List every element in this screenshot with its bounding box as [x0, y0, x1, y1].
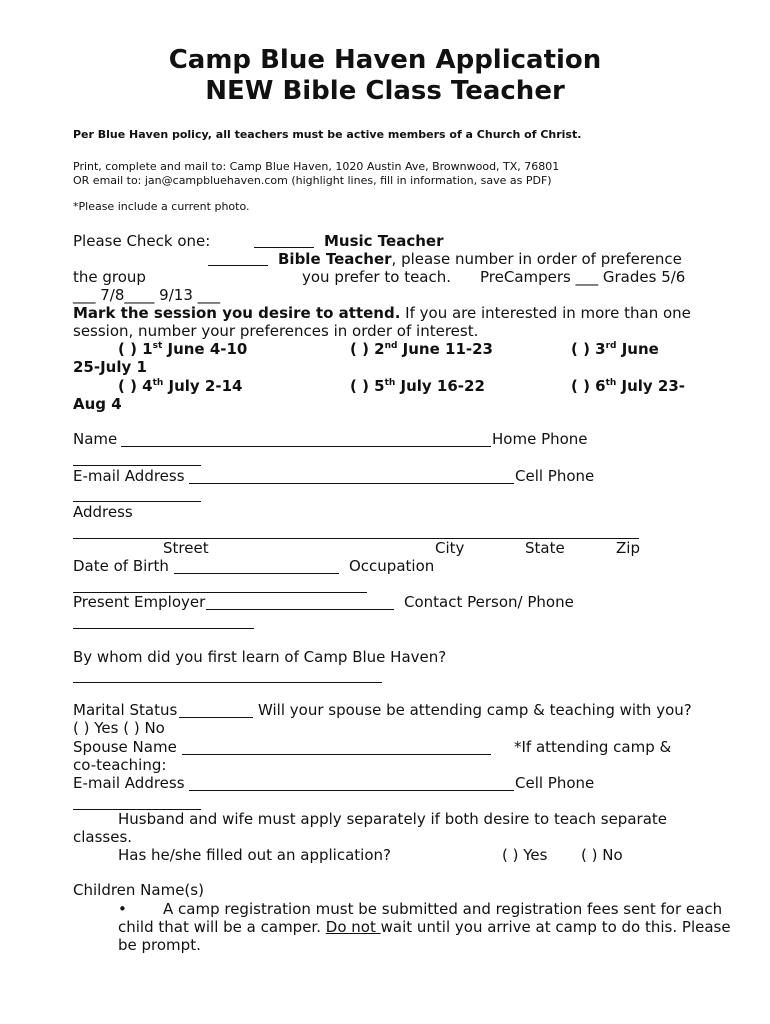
prefer-label: you prefer to teach.: [302, 268, 452, 286]
registration-note-line-3: be prompt.: [118, 936, 201, 954]
registration-note-line-2: [118, 918, 731, 936]
session-instructions: session, number your preferences in order of interest.: [73, 322, 479, 340]
children-label: Children Name(s): [73, 881, 204, 899]
contact-field[interactable]: [73, 614, 254, 629]
session-2-dates: June 11-23: [397, 340, 493, 358]
spouse-name-label: Spouse Name: [73, 738, 177, 756]
city-label: City: [435, 539, 465, 557]
address-label: Address: [73, 503, 133, 521]
session-2-prefix: ( ) 2: [350, 340, 385, 358]
occupation-label: Occupation: [349, 557, 435, 575]
session-2-sup: nd: [384, 341, 398, 351]
session-5-option[interactable]: [350, 377, 485, 395]
email-label: E-mail Address: [73, 467, 185, 485]
spouse-email-field[interactable]: [189, 776, 514, 791]
grades-options: ___ 7/8____ 9/13 ___: [73, 286, 221, 304]
session-6-sup: th: [605, 378, 617, 388]
marital-label: Marital Status: [73, 701, 178, 719]
spouse-attending-options[interactable]: ( ) Yes ( ) No: [73, 719, 165, 737]
email-instructions: OR email to: jan@campbluehaven.com (highlight lines, fill in information, save as PDF): [73, 174, 552, 187]
bible-teacher-label: Bible Teacher: [278, 250, 392, 268]
husband-wife-note: Husband and wife must apply separately if both desire to teach separate: [118, 810, 667, 828]
employer-label: Present Employer: [73, 593, 206, 611]
learn-label: By whom did you first learn of Camp Blue Haven?: [73, 648, 447, 666]
employer-field[interactable]: [206, 595, 394, 610]
session-5-sup: th: [384, 378, 396, 388]
registration-note-line-1: A camp registration must be submitted and registration fees sent for each: [163, 900, 723, 918]
session-5-dates: July 16-22: [395, 377, 485, 395]
spouse-attending-question: Will your spouse be attending camp & teaching with you?: [258, 701, 692, 719]
session-5-prefix: ( ) 5: [350, 377, 385, 395]
session-3-prefix: ( ) 3: [571, 340, 606, 358]
cell-phone-field[interactable]: [73, 487, 201, 502]
session-heading-rest: If you are interested in more than one: [400, 304, 691, 322]
music-teacher-label: Music Teacher: [324, 232, 444, 250]
session-2-option[interactable]: [350, 340, 493, 358]
occupation-field[interactable]: [73, 578, 367, 593]
session-1-option[interactable]: [118, 340, 247, 358]
session-6-continued: Aug 4: [73, 395, 122, 413]
spouse-email-label: E-mail Address: [73, 774, 185, 792]
name-field[interactable]: [121, 432, 491, 447]
the-group-label: the group: [73, 268, 146, 286]
learn-field[interactable]: [73, 668, 382, 683]
street-label: Street: [163, 539, 209, 557]
session-4-option[interactable]: [118, 377, 242, 395]
bullet: •: [118, 900, 127, 918]
policy-note: Per Blue Haven policy, all teachers must be active members of a Church of Christ.: [73, 128, 582, 141]
title-line-2: NEW Bible Class Teacher: [205, 76, 565, 106]
registration-note-part-b: wait until you arrive at camp to do this. Please: [380, 918, 731, 936]
home-phone-field[interactable]: [73, 451, 201, 466]
session-3-continued: 25-July 1: [73, 358, 147, 376]
spouse-name-field[interactable]: [182, 740, 491, 755]
spouse-cell-label: Cell Phone: [515, 774, 595, 792]
registration-note-part-a: child that will be a camper.: [118, 918, 326, 936]
name-label: Name: [73, 430, 118, 448]
dob-field[interactable]: [174, 559, 339, 574]
session-6-dates: July 23-: [616, 377, 686, 395]
check-one-label: Please Check one:: [73, 232, 211, 250]
bible-teacher-note: , please number in order of preference: [391, 250, 682, 268]
session-heading: [73, 304, 691, 322]
classes-note: classes.: [73, 828, 133, 846]
filled-out-question: Has he/she filled out an application?: [118, 846, 391, 864]
music-teacher-blank[interactable]: [254, 233, 314, 248]
if-attending-note: *If attending camp &: [514, 738, 672, 756]
session-3-dates: June: [616, 340, 659, 358]
zip-label: Zip: [616, 539, 640, 557]
address-field[interactable]: [73, 524, 639, 539]
photo-note: *Please include a current photo.: [73, 200, 250, 213]
session-6-option[interactable]: [571, 377, 685, 395]
spouse-cell-field[interactable]: [73, 795, 201, 810]
precampers-option: PreCampers ___ Grades 5/6: [480, 268, 686, 286]
coteaching-label: co-teaching:: [73, 756, 167, 774]
home-phone-label: Home Phone: [492, 430, 588, 448]
filled-out-yes[interactable]: ( ) Yes: [502, 846, 548, 864]
session-3-sup: rd: [605, 341, 617, 351]
session-heading-bold: Mark the session you desire to attend.: [73, 304, 401, 322]
session-4-prefix: ( ) 4: [118, 377, 153, 395]
bible-teacher-line: [278, 250, 682, 268]
email-field[interactable]: [189, 469, 514, 484]
mail-instructions: Print, complete and mail to: Camp Blue Haven, 1020 Austin Ave, Brownwood, TX, 76801: [73, 160, 560, 173]
title-line-1: Camp Blue Haven Application: [168, 45, 602, 75]
do-not-underlined: Do not: [325, 918, 381, 936]
session-4-sup: th: [152, 378, 164, 388]
dob-label: Date of Birth: [73, 557, 169, 575]
bible-teacher-blank[interactable]: [208, 251, 268, 266]
session-3-option[interactable]: [571, 340, 659, 358]
contact-label: Contact Person/ Phone: [404, 593, 574, 611]
session-1-dates: June 4-10: [162, 340, 248, 358]
marital-field[interactable]: [179, 703, 253, 718]
filled-out-no[interactable]: ( ) No: [581, 846, 623, 864]
session-1-sup: st: [152, 341, 163, 351]
state-label: State: [525, 539, 565, 557]
cell-phone-label: Cell Phone: [515, 467, 595, 485]
session-1-prefix: ( ) 1: [118, 340, 153, 358]
session-4-dates: July 2-14: [163, 377, 243, 395]
session-6-prefix: ( ) 6: [571, 377, 606, 395]
